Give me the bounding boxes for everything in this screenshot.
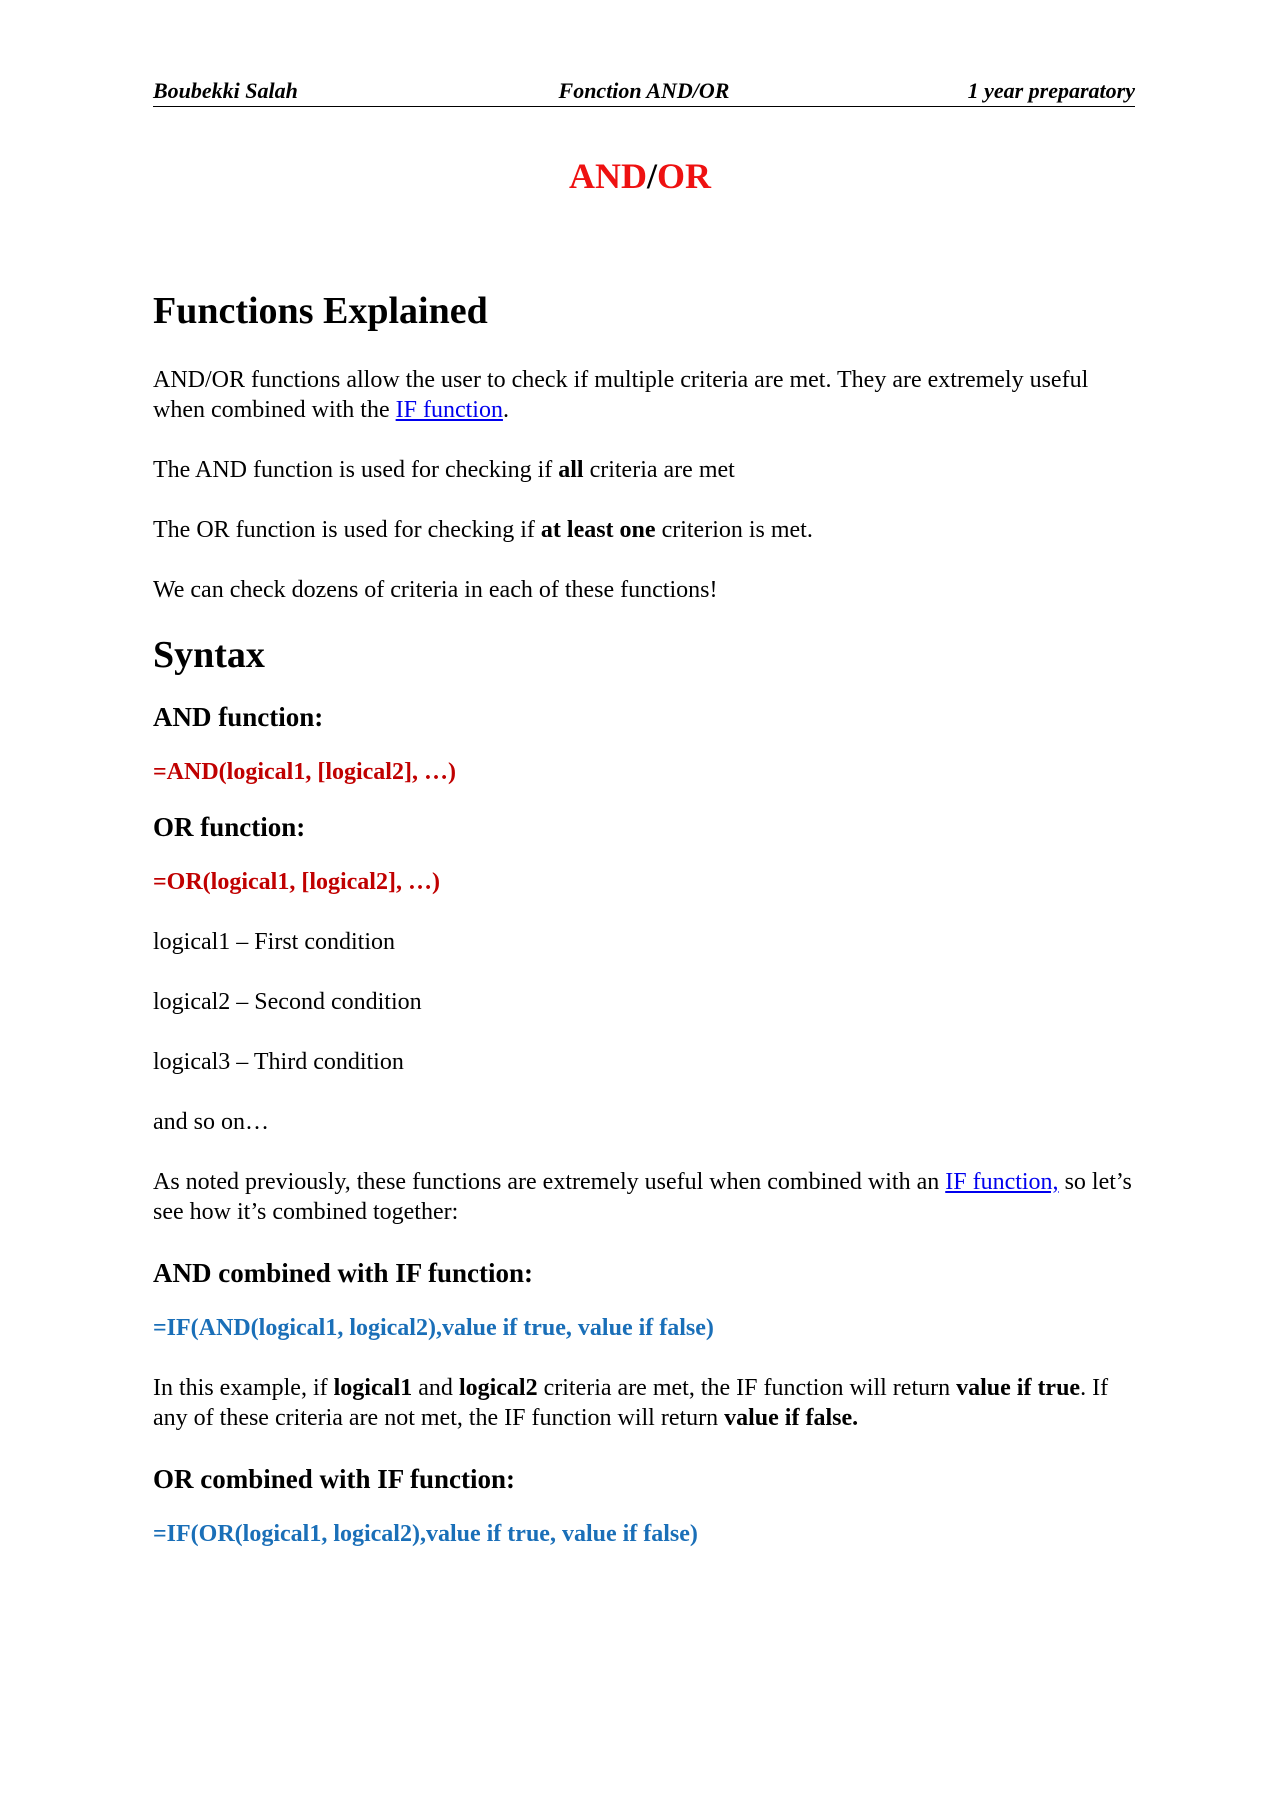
- example-bold-logical2: logical2: [458, 1375, 538, 1401]
- if-combination-note: [153, 1167, 1138, 1227]
- param-logical3: logical3 – Third condition: [153, 1049, 404, 1075]
- if-function-link[interactable]: IF function: [395, 397, 503, 423]
- or-desc-text: The OR function is used for checking if: [153, 517, 541, 543]
- note-text: As noted previously, these functions are extremely useful when combined with an: [153, 1169, 946, 1195]
- param-logical2: logical2 – Second condition: [153, 989, 422, 1015]
- title-separator: /: [646, 156, 657, 196]
- intro-end: .: [502, 397, 509, 423]
- or-if-heading: OR combined with IF function:: [153, 1464, 516, 1494]
- or-description: [153, 515, 1138, 545]
- header-topic: Fonction AND/OR: [558, 78, 730, 103]
- page-title: [0, 152, 1280, 200]
- intro-paragraph: [153, 365, 1138, 425]
- example-bold-logical1: logical1: [333, 1375, 413, 1401]
- example-bold-value-true: value if true: [956, 1375, 1081, 1401]
- note-end: so let’s see how it’s combined together:: [153, 1169, 1132, 1225]
- param-logical1: logical1 – First condition: [153, 929, 395, 955]
- title-or: OR: [657, 156, 711, 196]
- or-formula: =OR(logical1, [logical2], …): [153, 869, 440, 895]
- header-author: Boubekki Salah: [153, 78, 298, 103]
- and-description: [153, 455, 1138, 485]
- criteria-note: We can check dozens of criteria in each of these functions!: [153, 577, 718, 603]
- or-if-formula: =IF(OR(logical1, logical2),value if true, value if false): [153, 1521, 698, 1547]
- and-if-formula: =IF(AND(logical1, logical2),value if true, value if false): [153, 1315, 714, 1341]
- if-function-link-2[interactable]: IF function,: [945, 1169, 1059, 1195]
- intro-text: AND/OR functions allow the user to check if multiple criteria are met. They are extremely useful when combined with the: [153, 367, 1089, 423]
- or-function-heading: OR function:: [153, 812, 306, 842]
- example-text-4: . If any of these criteria are not met, the IF function will return: [153, 1375, 1109, 1431]
- example-text-2: and: [412, 1375, 459, 1401]
- and-desc-text: The AND function is used for checking if: [153, 457, 559, 483]
- param-and-so-on: and so on…: [153, 1109, 269, 1135]
- example-text-3: criteria are met, the IF function will return: [537, 1375, 957, 1401]
- example-bold-value-false: value if false.: [724, 1405, 859, 1431]
- and-desc-end: criteria are met: [583, 457, 735, 483]
- page-header: [153, 74, 1135, 107]
- and-formula: =AND(logical1, [logical2], …): [153, 759, 456, 785]
- and-if-heading: AND combined with IF function:: [153, 1258, 534, 1288]
- header-level: 1 year preparatory: [967, 78, 1135, 103]
- and-desc-bold: all: [558, 457, 584, 483]
- functions-explained-heading: Functions Explained: [153, 290, 488, 332]
- and-if-explanation: [153, 1373, 1138, 1433]
- document-body: [153, 283, 1138, 1549]
- example-text-1: In this example, if: [153, 1375, 334, 1401]
- or-desc-bold: at least one: [540, 517, 656, 543]
- or-desc-end: criterion is met.: [655, 517, 813, 543]
- syntax-heading: Syntax: [153, 634, 265, 676]
- and-function-heading: AND function:: [153, 702, 324, 732]
- title-and: AND: [568, 156, 647, 196]
